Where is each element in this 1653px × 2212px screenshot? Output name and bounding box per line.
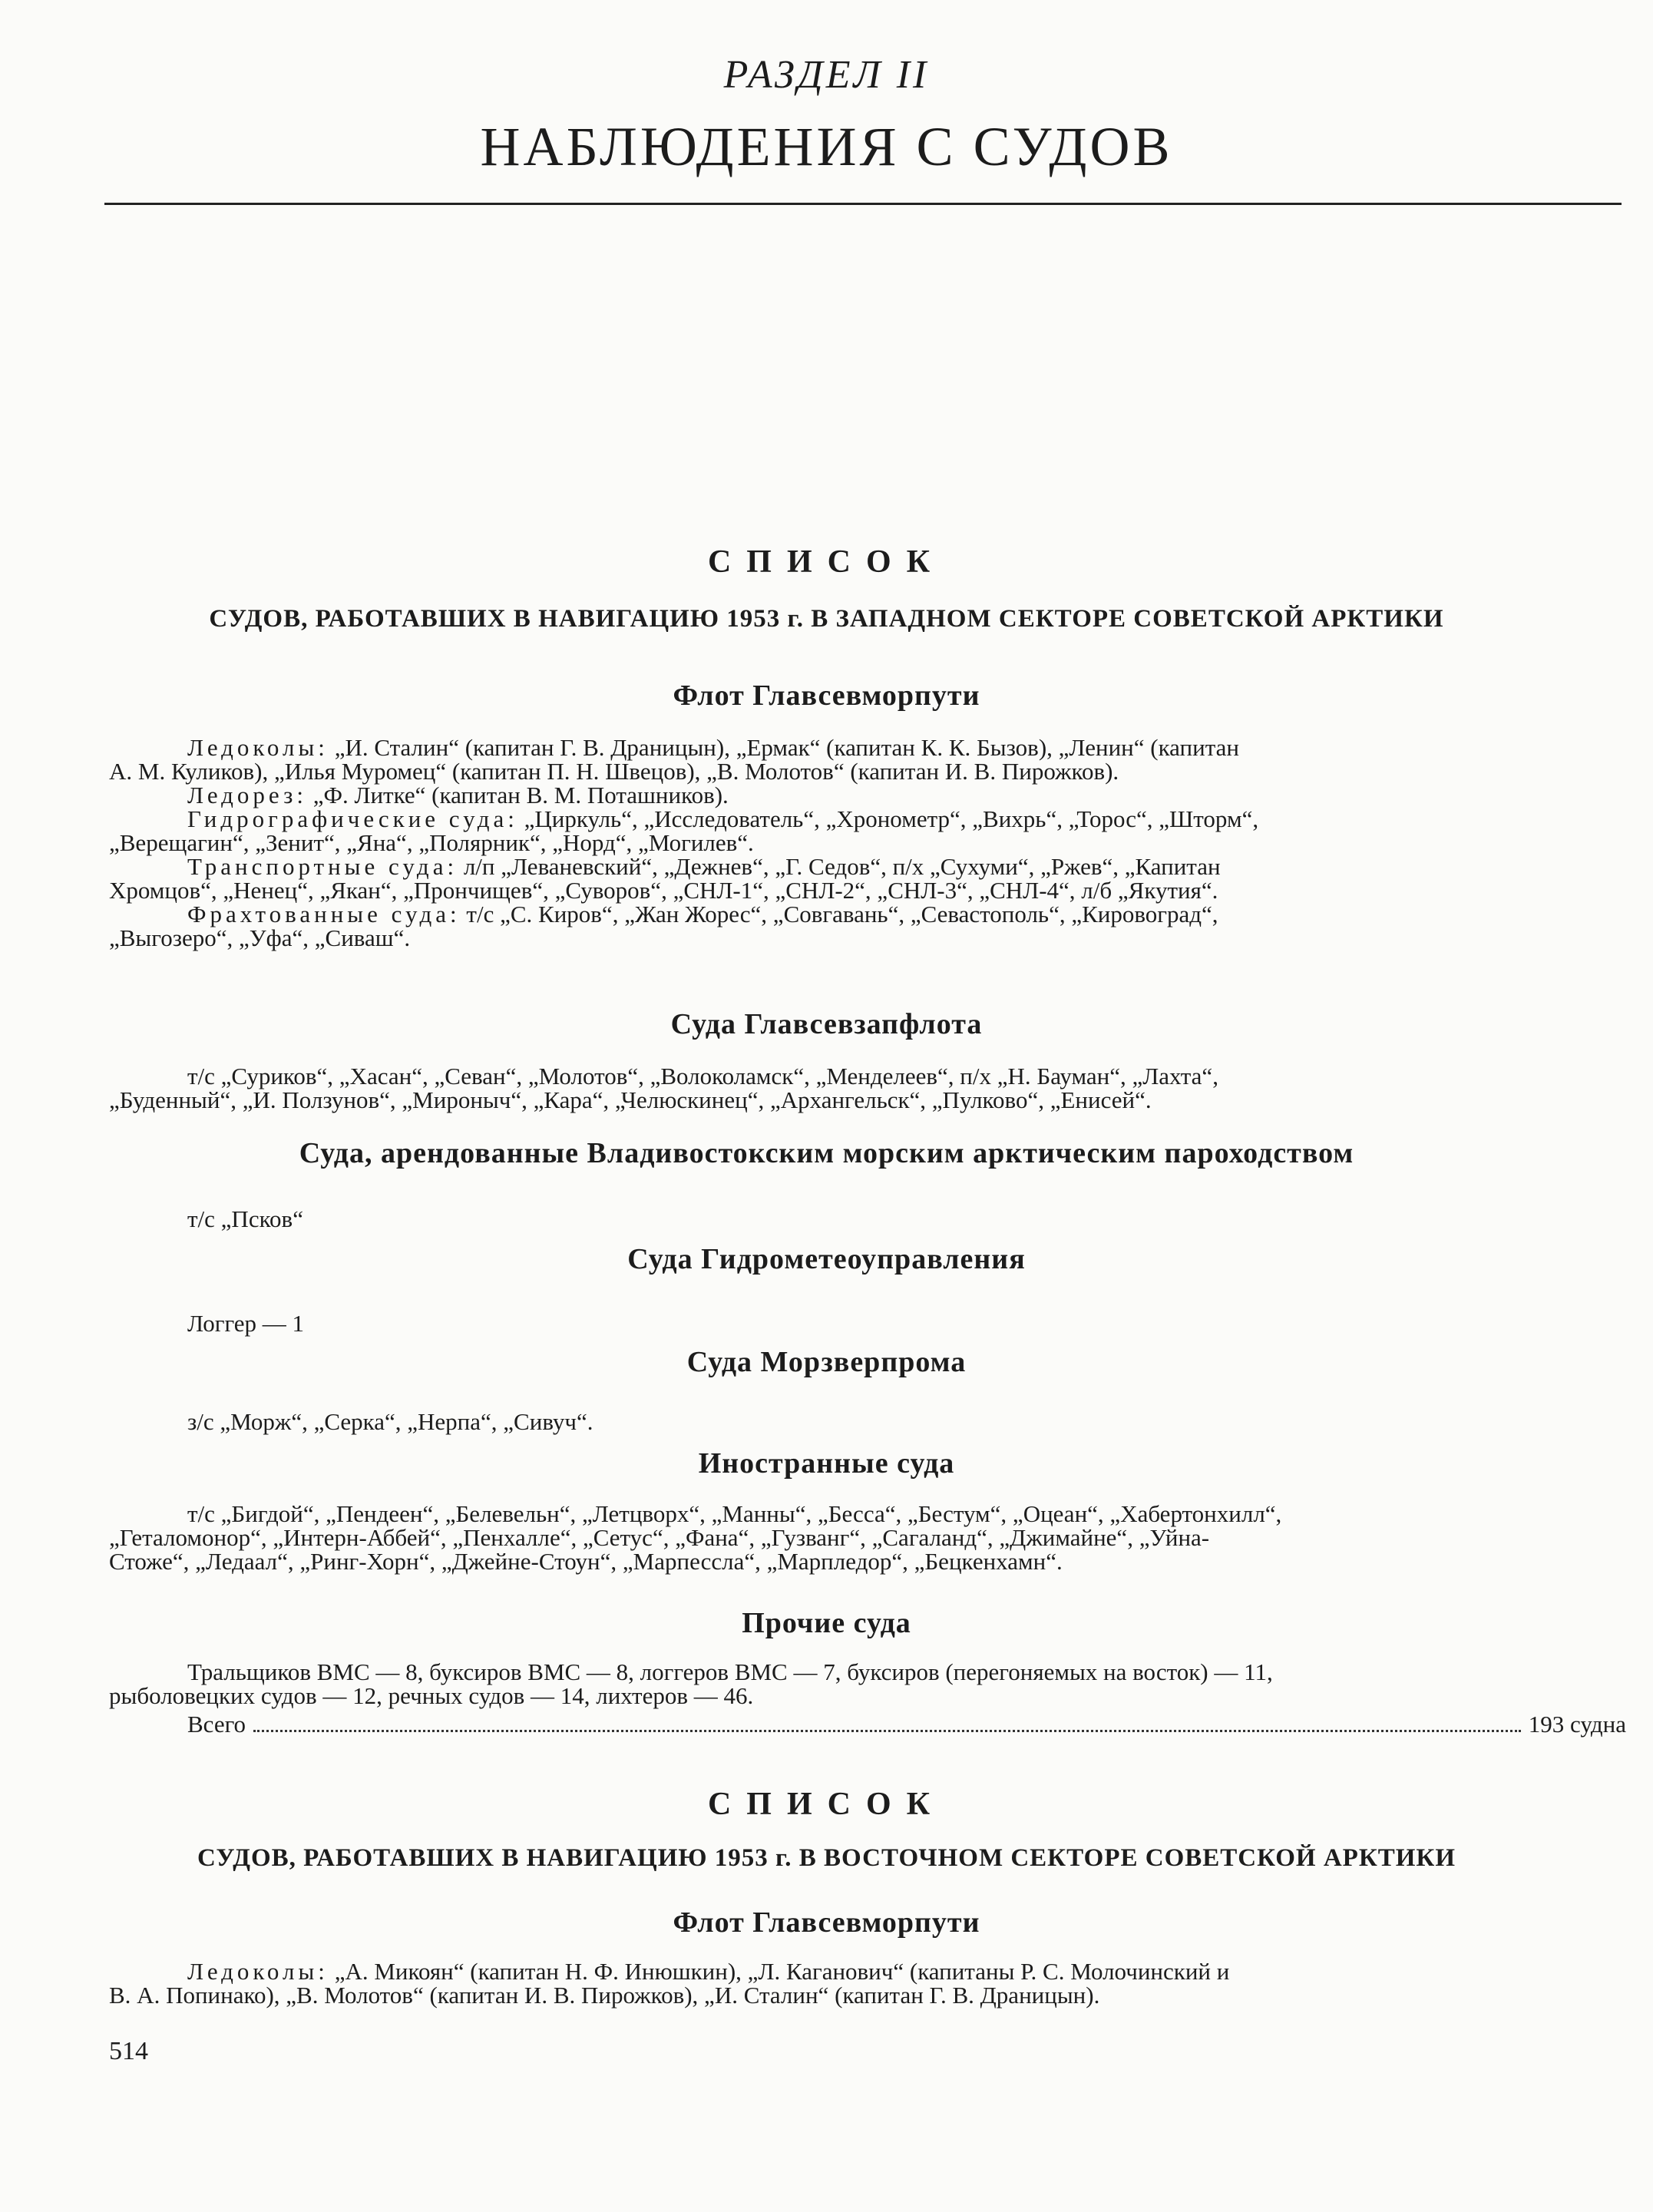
other-block <box>109 1660 1626 1708</box>
icecutter-line: Ледорез: „Ф. Литке“ (капитан В. М. Поташников). <box>187 782 729 808</box>
hydromet-heading: Суда Гидрометеоуправления <box>627 1243 1026 1275</box>
icebreakers-line-2: А. М. Куликов), „Илья Муромец“ (капитан П. Н. Швецов), „В. Молотов“ (капитан И. В. Пирожков). <box>109 758 1119 785</box>
section-label: РАЗДЕЛ II <box>723 53 930 97</box>
foreign-line-1: т/с „Бигдой“, „Пендеен“, „Белевельн“, „Летцворх“, „Манны“, „Бесса“, „Бестум“, „Оцеан“, „Хабертонхилл“, <box>187 1500 1282 1527</box>
foreign-line-3: Стоже“, „Ледаал“, „Ринг-Хорн“, „Джейне-Стоун“, „Марпессла“, „Марпледор“, „Бецкенхамн“. <box>109 1548 1063 1575</box>
east-icebreakers-line-1: Ледоколы: „А. Микоян“ (капитан Н. Ф. Инюшкин), „Л. Каганович“ (капитаны Р. С. Молочинский и <box>187 1958 1230 1985</box>
west-glavsevmorput-block <box>109 736 1626 950</box>
icebreakers-line-1: Ледоколы: „И. Сталин“ (капитан Г. В. Драницын), „Ермак“ (капитан К. К. Бызов), „Ленин“ (капитан <box>187 734 1239 761</box>
glavsevzapflot-block <box>109 1064 1626 1112</box>
hydro-line-1: Гидрографические суда: „Циркуль“, „Исследователь“, „Хронометр“, „Вихрь“, „Торос“, „Шторм“, <box>187 805 1259 832</box>
leader-dots <box>253 1730 1521 1732</box>
morzverprom-line-1: з/с „Морж“, „Серка“, „Нерпа“, „Сивуч“. <box>187 1408 593 1435</box>
hydromet-block <box>109 1311 1626 1335</box>
foreign-block <box>109 1502 1626 1573</box>
section-title: НАБЛЮДЕНИЯ С СУДОВ <box>480 116 1173 177</box>
foreign-heading: Иностранные суда <box>698 1447 955 1480</box>
transport-line-2: Хромцов“, „Ненец“, „Якан“, „Прончищев“, „Суворов“, „СНЛ-1“, „СНЛ-2“, „СНЛ-3“, „СНЛ-4“, л/б „Якутия“. <box>109 877 1218 904</box>
total-row <box>187 1711 1626 1738</box>
header-rule <box>104 203 1622 205</box>
east-glavsevmorput-block <box>109 1959 1626 2007</box>
page-number: 514 <box>109 2037 148 2065</box>
other-heading: Прочие суда <box>742 1607 911 1639</box>
foreign-line-2: „Геталомонор“, „Интерн-Аббей“, „Пенхалле“, „Сетус“, „Фана“, „Гузванг“, „Сагаланд“, „Джимайне“, „Уйна- <box>109 1524 1210 1551</box>
other-line-2: рыболовецких судов — 12, речных судов — 14, лихтеров — 46. <box>109 1682 754 1709</box>
charter-line-1: Фрахтованные суда: т/с „С. Киров“, „Жан Жорес“, „Совгавань“, „Севастополь“, „Кировоград“, <box>187 901 1218 927</box>
east-glavsevmorput-heading: Флот Главсевморпути <box>673 1906 980 1939</box>
transport-line-1: Транспортные суда: л/п „Леваневский“, „Дежнев“, „Г. Седов“, п/х „Сухуми“, „Ржев“, „Капитан <box>187 853 1221 880</box>
hydro-line-2: „Верещагин“, „Зенит“, „Яна“, „Полярник“, „Норд“, „Могилев“. <box>109 829 754 856</box>
glavsevzapflot-line-1: т/с „Суриков“, „Хасан“, „Севан“, „Молотов“, „Волоколамск“, „Менделеев“, п/х „Н. Бауман“, „Лахта“, <box>187 1063 1218 1089</box>
east-icebreakers-line-2: В. А. Попинако), „В. Молотов“ (капитан И. В. Пирожков), „И. Сталин“ (капитан Г. В. Драницын). <box>109 1982 1100 2009</box>
vladivostok-heading: Суда, арендованные Владивостокским морским арктическим пароходством <box>299 1137 1354 1169</box>
hydromet-line-1: Логгер — 1 <box>187 1310 305 1337</box>
glavsevzapflot-heading: Суда Главсевзапфлота <box>670 1008 983 1040</box>
west-list-subtitle: СУДОВ, РАБОТАВШИХ В НАВИГАЦИЮ 1953 г. В ЗАПАДНОМ СЕКТОРЕ СОВЕТСКОЙ АРКТИКИ <box>209 605 1444 633</box>
vladivostok-block <box>109 1207 1626 1231</box>
west-glavsevmorput-heading: Флот Главсевморпути <box>673 679 980 712</box>
morzverprom-heading: Суда Морзверпрома <box>686 1346 967 1378</box>
charter-line-2: „Выгозеро“, „Уфа“, „Сиваш“. <box>109 924 411 951</box>
other-line-1: Тральщиков ВМС — 8, буксиров ВМС — 8, логгеров ВМС — 7, буксиров (перегоняемых на восток) — 11, <box>187 1658 1273 1685</box>
glavsevzapflot-line-2: „Буденный“, „И. Ползунов“, „Мироныч“, „Кара“, „Челюскинец“, „Архангельск“, „Пулково“, „Енисей“. <box>109 1086 1152 1113</box>
total-label: Всего <box>187 1711 246 1738</box>
east-list-title: СПИСОК <box>707 1787 946 1822</box>
total-value: 193 судна <box>1528 1711 1626 1738</box>
morzverprom-block <box>109 1410 1626 1433</box>
vladivostok-line-1: т/с „Псков“ <box>187 1205 303 1232</box>
west-list-title: СПИСОК <box>707 544 946 580</box>
east-list-subtitle: СУДОВ, РАБОТАВШИХ В НАВИГАЦИЮ 1953 г. В ВОСТОЧНОМ СЕКТОРЕ СОВЕТСКОЙ АРКТИКИ <box>197 1844 1456 1872</box>
